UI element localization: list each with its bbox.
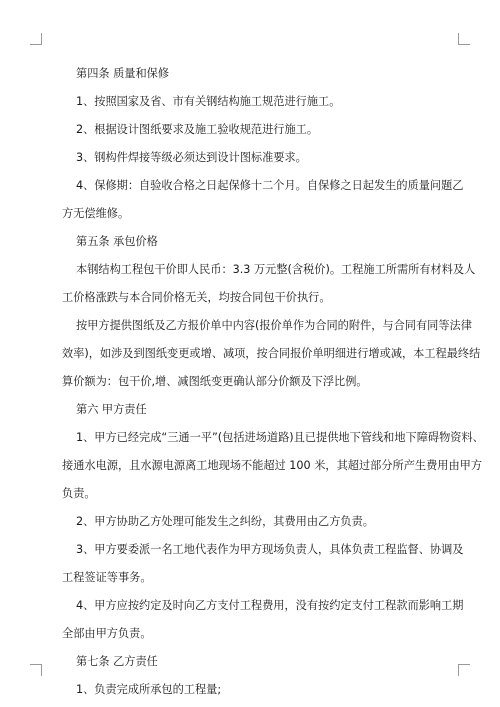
crop-mark-bottom-right: [458, 664, 470, 676]
crop-mark-bottom-left: [30, 664, 42, 676]
clause-text-continuation: 接通水电源，且水源电源离工地现场不能超过 100 米，其超过部分所产生费用由甲方: [62, 459, 483, 472]
clause-text: 3、钢构件焊接等级必须达到设计图标准要求。: [76, 151, 307, 164]
clause-text: 本钢结构工程包干价即人民币：3.3 万元整(含税价)。工程施工所需所有材料及人: [76, 263, 476, 276]
crop-mark-top-left: [30, 33, 42, 45]
clause-text: 4、保修期：自验收合格之日起保修十二个月。自保修之日起发生的质量问题乙: [76, 179, 464, 192]
clause-text: 按甲方提供图纸及乙方报价单中内容(报价单作为合同的附件，与合同有同等法律: [76, 319, 472, 332]
clause-text: 4、甲方应按约定及时向乙方支付工程费用，没有按约定支付工程款而影响工期: [76, 599, 464, 612]
clause-text-continuation: 方无偿维修。: [62, 207, 130, 220]
section-heading-quality-warranty: 第四条 质量和保修: [76, 67, 170, 80]
clause-text: 1、按照国家及省、市有关钢结构施工规范进行施工。: [76, 95, 341, 108]
clause-text: 3、甲方要委派一名工地代表作为甲方现场负责人，具体负责工程监督、协调及: [76, 543, 464, 556]
clause-text-continuation: 工程签证等事务。: [62, 571, 152, 584]
section-heading-party-b: 第七条 乙方责任: [76, 655, 158, 668]
clause-text-continuation: 效率)，如涉及到图纸变更或增、减项，按合同报价单明细进行增或减，本工程最终结: [62, 347, 481, 360]
clause-text: 2、甲方协助乙方处理可能发生之纠纷，其费用由乙方负责。: [76, 515, 374, 528]
clause-text-continuation: 算价额为：包干价,增、减图纸变更确认部分价额及下浮比例。: [62, 375, 368, 388]
clause-text: 2、根据设计图纸要求及施工验收规范进行施工。: [76, 123, 319, 136]
section-heading-party-a: 第六 甲方责任: [76, 403, 147, 416]
section-heading-contract-price: 第五条 承包价格: [76, 235, 158, 248]
clause-text-continuation: 全部由甲方负责。: [62, 627, 152, 640]
clause-text: 1、负责完成所承包的工程量;: [76, 683, 222, 696]
clause-text-continuation: 工价格涨跌与本合同价格无关，均按合同包干价执行。: [62, 291, 331, 304]
clause-text-continuation: 负责。: [62, 487, 96, 500]
clause-text: 1、甲方已经完成“三通一平”(包括进场道路)且已提供地下管线和地下障碍物资料、: [76, 431, 484, 444]
crop-mark-top-right: [458, 33, 470, 45]
